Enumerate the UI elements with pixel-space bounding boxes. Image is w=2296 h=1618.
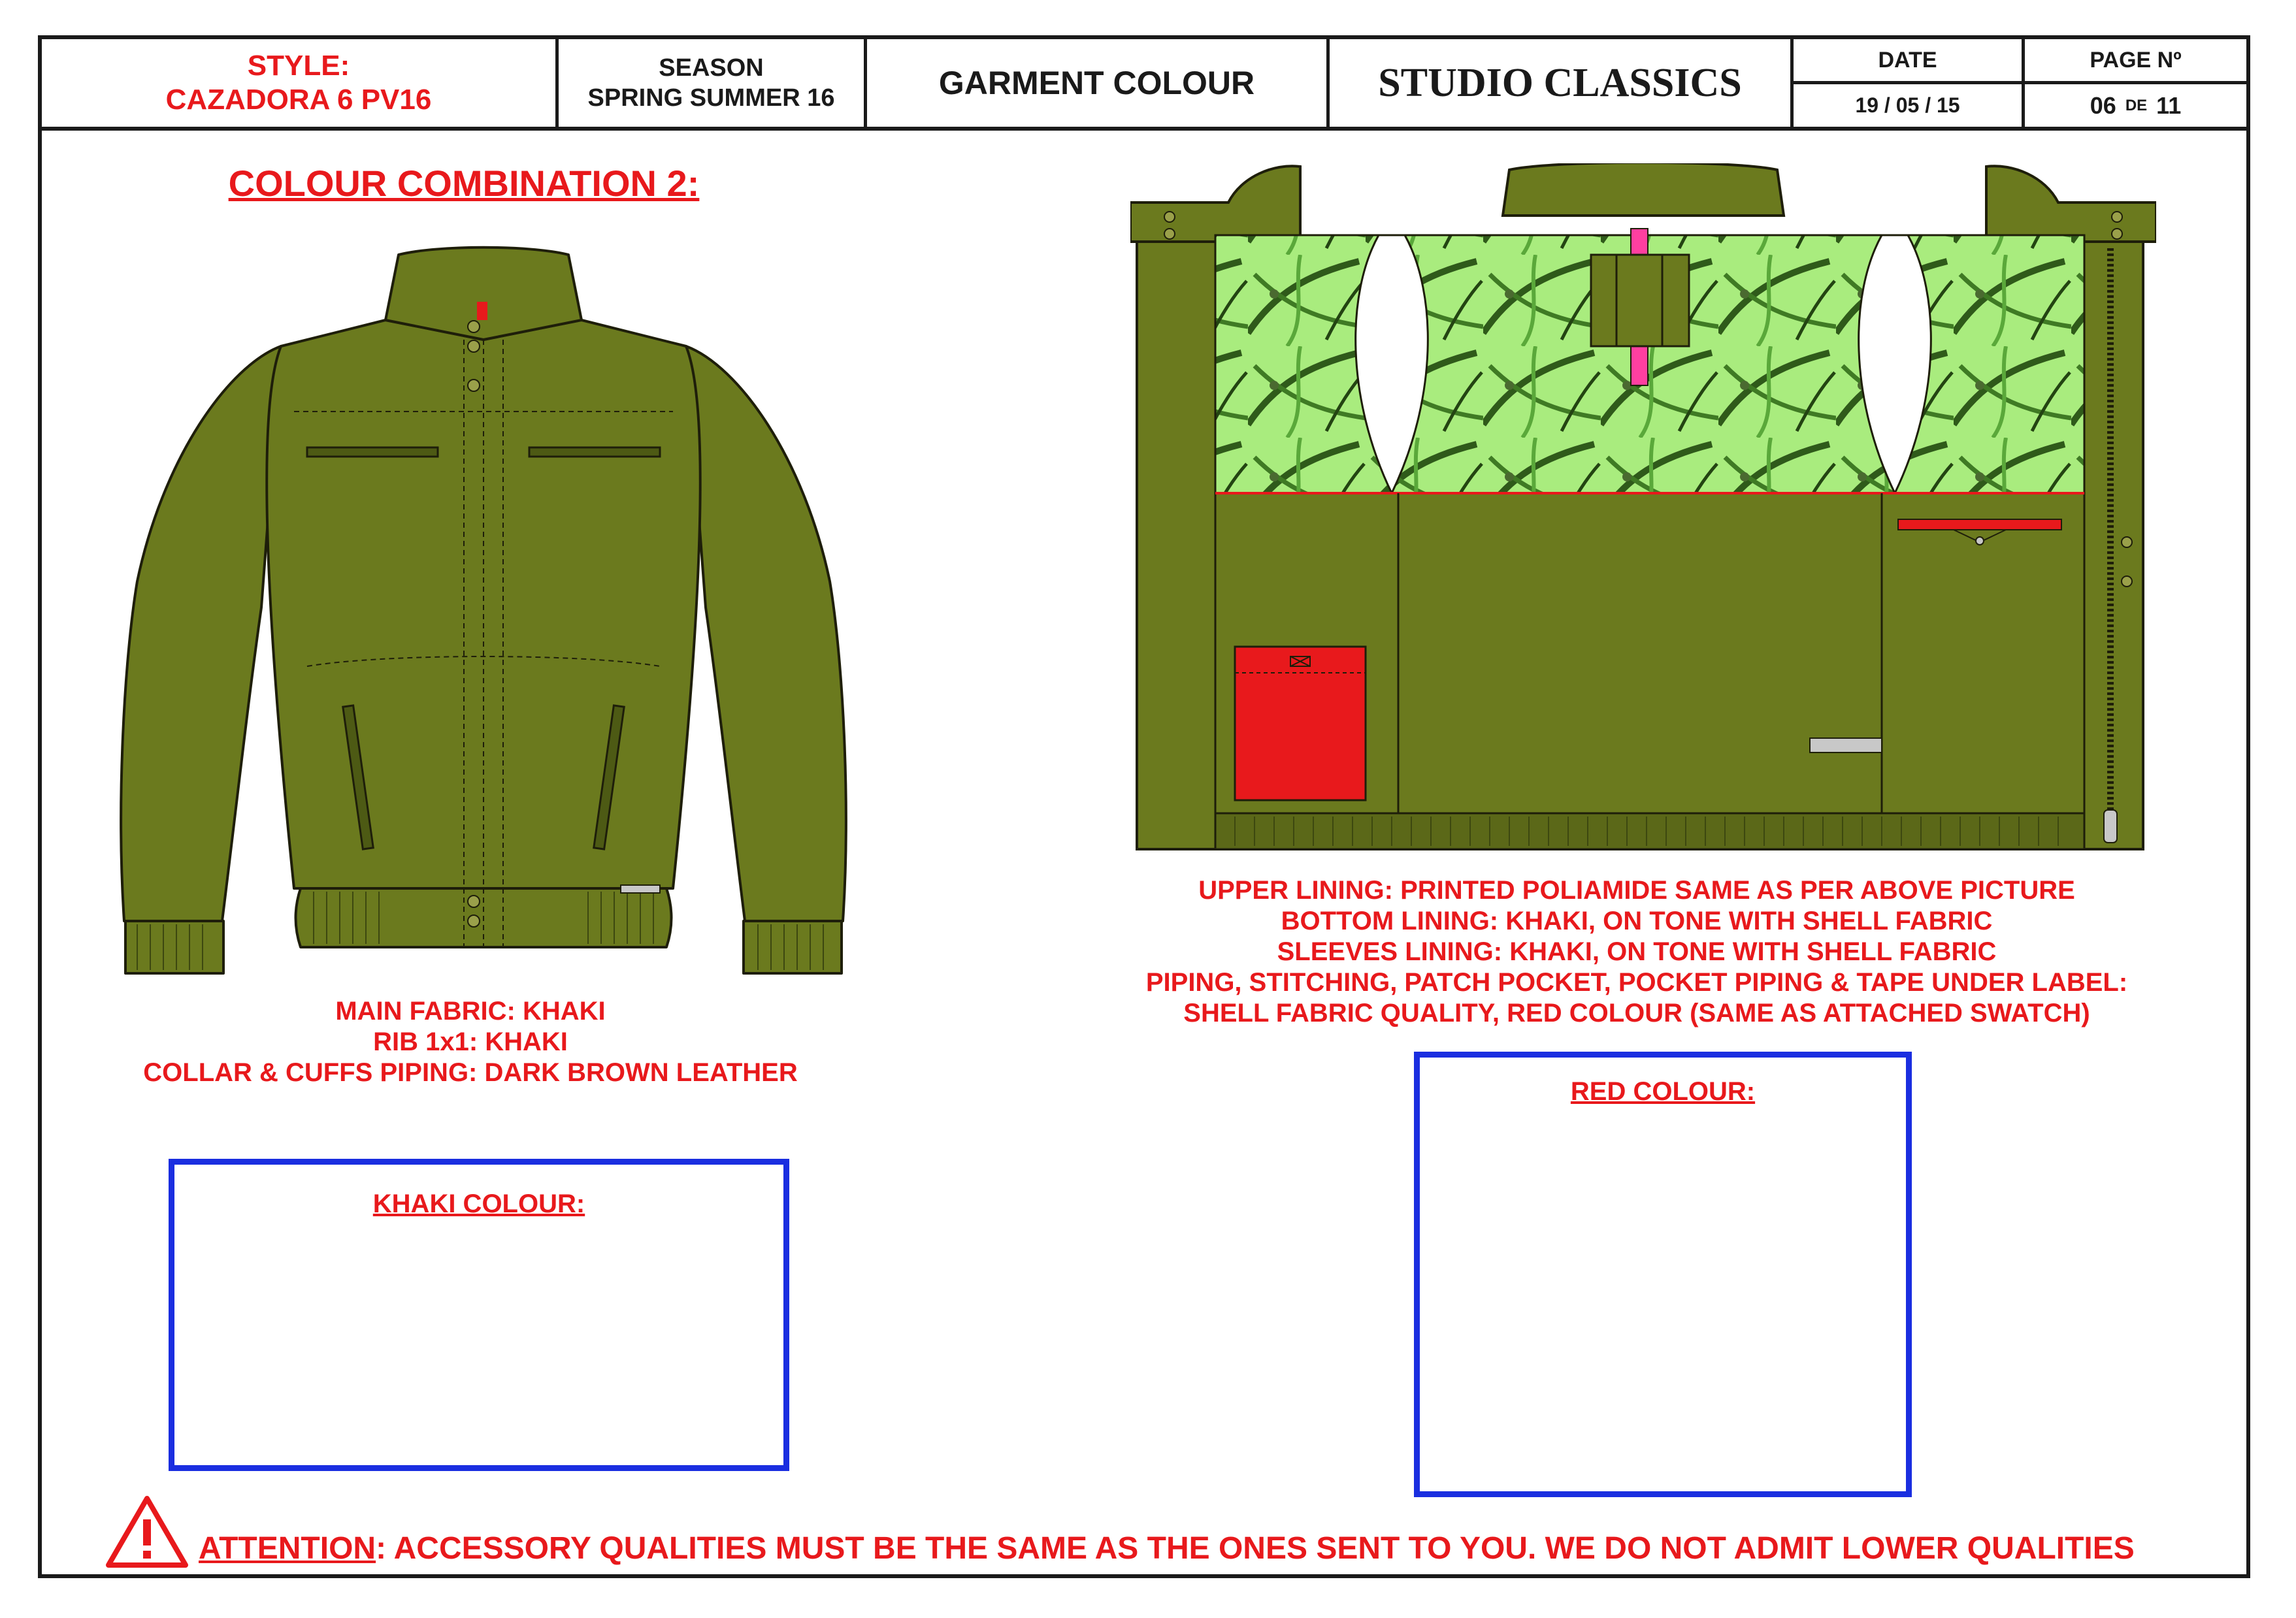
- attention-notice: [199, 1530, 2135, 1566]
- inner-welt-pocket: [1898, 519, 2061, 530]
- brand-cell: [1330, 39, 1790, 127]
- page-label-cell: [2025, 39, 2246, 81]
- spec-line: MAIN FABRIC: KHAKI: [335, 997, 606, 1026]
- chest-pocket-zip-right: [529, 447, 660, 457]
- khaki-swatch-box: [169, 1159, 789, 1471]
- spec-line: PIPING, STITCHING, PATCH POCKET, POCKET PIPING & TAPE UNDER LABEL:: [1145, 968, 2128, 997]
- section-title-cell: [867, 39, 1326, 127]
- date-label: DATE: [1878, 47, 1937, 73]
- right-shoulder-piece: [1986, 166, 2156, 242]
- section-title: GARMENT COLOUR: [938, 65, 1255, 101]
- zipper-pull: [2104, 810, 2117, 843]
- season-cell: [559, 39, 864, 127]
- spec-line: RIB 1x1: KHAKI: [373, 1027, 568, 1056]
- header-bottom-rule: [38, 127, 2250, 131]
- hem-label: [621, 885, 660, 893]
- season-label: SEASON: [659, 54, 764, 82]
- lining-collar: [1503, 163, 1784, 216]
- jacket-front-illustration: [111, 242, 856, 980]
- left-shoulder-piece: [1130, 166, 1300, 242]
- lining-specs: [1091, 875, 2182, 1029]
- front-specs: [59, 996, 882, 1088]
- left-cuff: [125, 921, 223, 973]
- date-label-cell: [1794, 39, 2022, 81]
- page-label: PAGE Nº: [2090, 47, 2182, 73]
- style-label: STYLE:: [247, 50, 350, 82]
- spec-line: UPPER LINING: PRINTED POLIAMIDE SAME AS PER ABOVE PICTURE: [1198, 876, 2075, 905]
- jacket-collar: [385, 248, 582, 340]
- red-patch-pocket: [1235, 647, 1366, 800]
- khaki-swatch-title: KHAKI COLOUR:: [372, 1189, 585, 1218]
- left-sleeve: [121, 346, 281, 921]
- lining-rib-hem: [1215, 813, 2084, 849]
- date-value-cell: [1794, 84, 2022, 127]
- spec-line: SLEEVES LINING: KHAKI, ON TONE WITH SHELL FABRIC: [1277, 937, 1997, 966]
- page-value-cell: [2025, 84, 2246, 127]
- combination-title: COLOUR COMBINATION 2:: [228, 163, 700, 204]
- right-sleeve: [686, 346, 846, 921]
- style-value: CAZADORA 6 PV16: [165, 84, 432, 116]
- season-value: SPRING SUMMER 16: [587, 84, 835, 112]
- label-tape: [1810, 738, 1882, 752]
- spec-line: BOTTOM LINING: KHAKI, ON TONE WITH SHELL FABRIC: [1281, 907, 1993, 935]
- jacket-lining-illustration: [1130, 163, 2156, 862]
- page-current: 06: [2090, 91, 2116, 119]
- brand-name: STUDIO CLASSICS: [1378, 60, 1742, 105]
- attention-label: ATTENTION: [199, 1531, 376, 1566]
- red-swatch-title: RED COLOUR:: [1570, 1077, 1756, 1106]
- red-swatch-box: [1414, 1052, 1912, 1497]
- spec-line: COLLAR & CUFFS PIPING: DARK BROWN LEATHER: [143, 1058, 798, 1087]
- attention-text: : ACCESSORY QUALITIES MUST BE THE SAME AS THE ONES SENT TO YOU. WE DO NOT ADMIT LOWER QUALITIES: [376, 1531, 2135, 1566]
- warning-triangle-icon: [105, 1495, 189, 1570]
- page-of: DE: [2125, 96, 2148, 114]
- red-collar-tab: [477, 302, 487, 320]
- date-value: 19 / 05 / 15: [1855, 93, 1960, 117]
- spec-line: SHELL FABRIC QUALITY, RED COLOUR (SAME AS ATTACHED SWATCH): [1183, 999, 2090, 1027]
- chest-pocket-zip-left: [307, 447, 438, 457]
- page-total: 11: [2156, 91, 2182, 119]
- style-cell: [42, 39, 555, 127]
